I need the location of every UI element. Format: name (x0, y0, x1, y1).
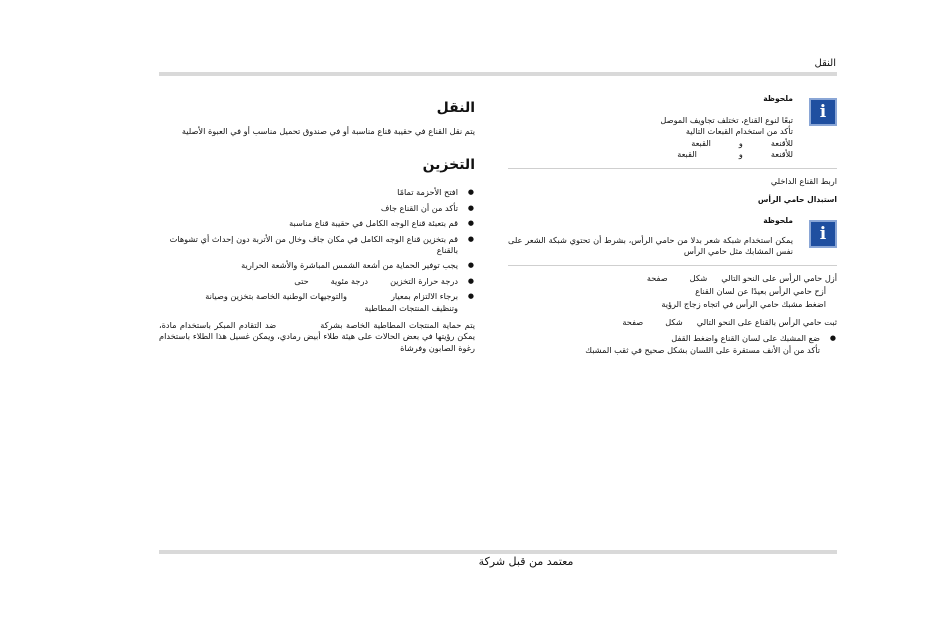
remove-line (508, 273, 837, 284)
note-box-caps (508, 94, 837, 161)
header-rule (159, 72, 837, 76)
info-icon: i (809, 98, 837, 126)
replace-head-heading: استبدال حامي الرأس (757, 195, 837, 205)
cap-and: و (738, 137, 743, 148)
list-item: ● افتح الأحزمة تمامًا (159, 187, 475, 198)
right-column (508, 94, 837, 356)
cap-masks-label: للأقنعة (770, 137, 793, 148)
transport-text: يتم نقل القناع في حقيبة قناع مناسبة أو في صندوق تحميل مناسب أو في العبوة الأصلية (181, 126, 475, 136)
standard-text-a: برجاء الالتزام بمعيار (390, 291, 458, 302)
list-item: ● ضع المشبك على لسان القناع واضغط القفل (508, 333, 837, 344)
storage-heading: التخزين (422, 157, 475, 174)
divider (508, 168, 837, 169)
list-item: ● قم بتخزين قناع الوجه الكامل في مكان جاف وخال من الأتربة دون إحداث أي تشوهات بالقناع (159, 234, 475, 257)
left-column (159, 100, 475, 354)
transport-heading: النقل (436, 100, 475, 116)
note-text: تأكد من استخدام القبعات التالية (685, 126, 793, 137)
footer-rule (159, 550, 837, 554)
remove-steps (508, 286, 837, 310)
step-text: اضغط مشبك حامي الرأس في اتجاه زجاج الرؤية (661, 298, 826, 309)
list-item-temperature (159, 276, 475, 287)
storage-list (159, 187, 475, 314)
list-item-standard (159, 291, 475, 314)
note-text: يمكن استخدام شبكة شعر بدلا من حامي الرأس، بشرط أن تحتوي شبكة الشعر على نفس المشابك مثل حامي الرأس (508, 235, 793, 257)
cap-and: و (738, 149, 743, 160)
standard-text-b: والتوجيهات الوطنية الخاصة بتخزين وصيانة (205, 291, 347, 302)
note-title: ملحوظة (763, 216, 793, 226)
step-text: أزح حامي الرأس بعيدًا عن لسان القناع (695, 286, 826, 297)
protect-text-c: يمكن رؤيتها في بعض الحالات على هيئة طلاء أبيض رمادي، ويمكن غسيل هذا الطلاء باستخدام رغوة الصابون وفرشاة (159, 331, 475, 353)
figure-label: شكل (689, 272, 708, 283)
install-list (508, 333, 837, 344)
note-title: ملحوظة (763, 94, 793, 103)
temp-to: حتى (294, 275, 309, 286)
list-item: ● تأكد من أن القناع جاف (159, 203, 475, 214)
list-item: ● يجب توفير الحماية من أشعة الشمس المباشرة والأشعة الحرارية (159, 260, 475, 271)
page-label: صفحة (622, 317, 644, 328)
cap-label: القبعة (677, 149, 697, 160)
connect-text: اربط القناع الداخلي (770, 175, 837, 186)
temp-label: درجة حرارة التخزين (390, 275, 458, 286)
install-line (508, 317, 837, 328)
figure-label: شكل (665, 317, 683, 328)
note-box-hairnet (508, 216, 837, 258)
cap-label: القبعة (691, 137, 711, 148)
protect-text-a: يتم حماية المنتجات المطاطية الخاصة بشركة (320, 320, 475, 331)
protection-text (159, 320, 475, 354)
protect-text-b: ضد التقادم المبكر باستخدام مادة، (159, 320, 277, 331)
cap-row (508, 149, 793, 160)
running-footer: معتمد من قبل شركة (478, 555, 574, 568)
note-text: تبعًا لنوع القناع، تختلف تجاويف الموصل (660, 115, 793, 125)
info-icon: i (809, 220, 837, 248)
standard-text-c: وتنظيف المنتجات المطاطية (364, 302, 458, 313)
install-text: ثبت حامي الرأس بالقناع على النحو التالي (696, 317, 837, 328)
remove-text: أزل حامي الرأس على النحو التالي (721, 272, 837, 283)
cap-row (508, 138, 793, 149)
temp-unit: درجة مئوية (330, 275, 369, 286)
divider (508, 265, 837, 266)
cap-masks-label: للأقنعة (770, 149, 793, 160)
page-label: صفحة (646, 272, 668, 283)
running-header: النقل (814, 58, 836, 69)
list-item: ● قم بتعبئة قناع الوجه الكامل في حقيبة قناع مناسبة (159, 218, 475, 229)
install-check-text: تأكد من أن الأنف مستقرة على اللسان بشكل صحيح في ثقب المشبك (585, 344, 820, 355)
